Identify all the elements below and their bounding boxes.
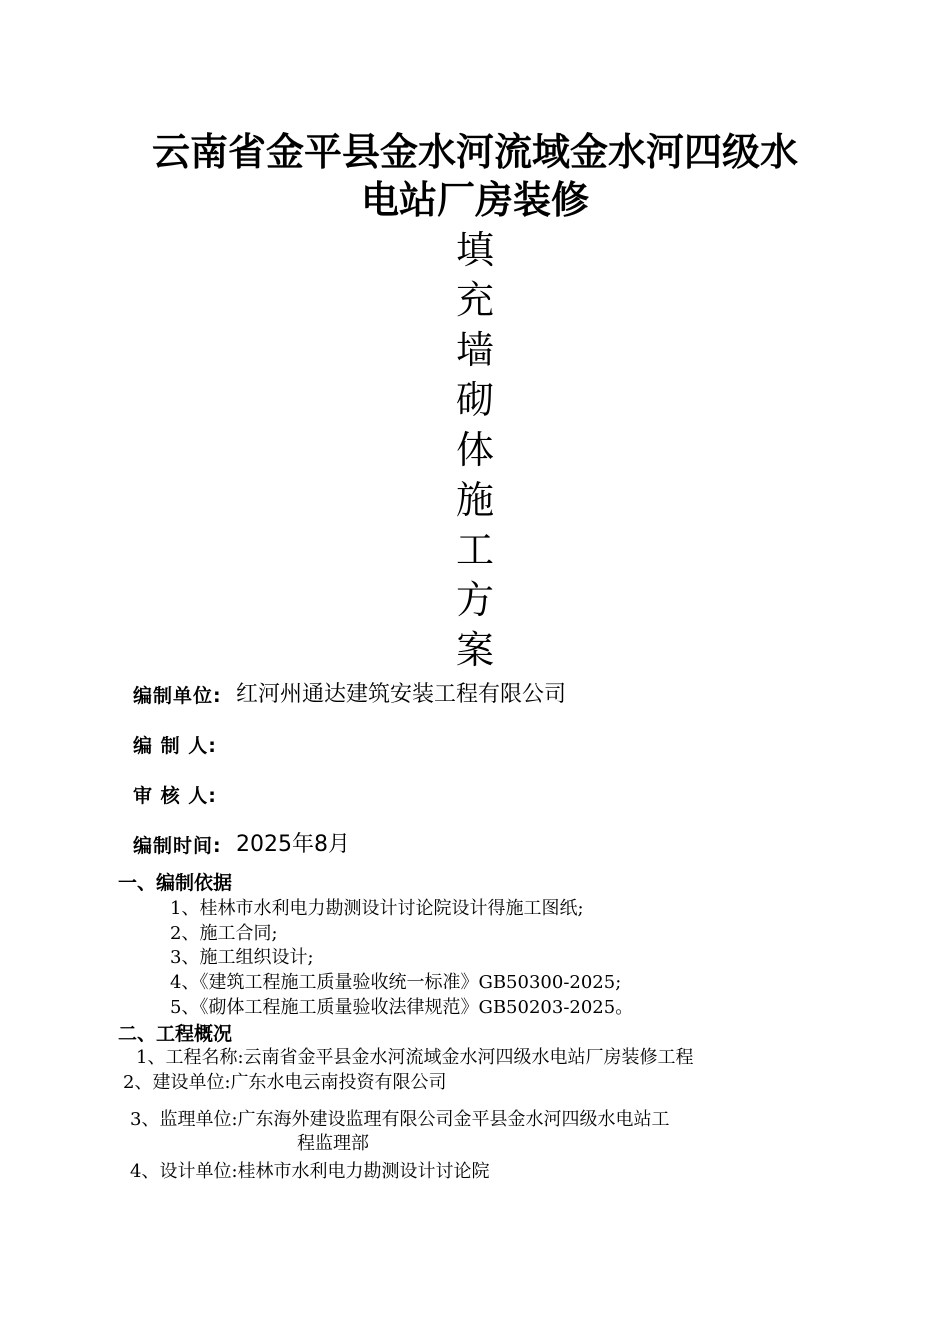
- list-item: 4、设计单位:桂林市水利电力勘测设计讨论院: [130, 1161, 490, 1182]
- vertical-title-char: 墙: [455, 328, 494, 372]
- document-title-line1: 云南省金平县金水河流域金水河四级水: [151, 130, 798, 174]
- reviewer-label: 审 核 人:: [133, 785, 217, 807]
- vertical-title-char: 填: [455, 228, 494, 272]
- vertical-title-char: 案: [455, 628, 494, 672]
- vertical-title-char: 体: [455, 428, 494, 472]
- document-title-line2: 电站厂房装修: [360, 178, 589, 222]
- vertical-title-char: 砌: [455, 378, 494, 422]
- time-value: 2025年8月: [236, 832, 350, 857]
- list-item-continuation: 程监理部: [297, 1133, 369, 1154]
- list-item: 4、《建筑工程施工质量验收统一标准》GB50300-2025;: [170, 972, 622, 993]
- unit-value: 红河州通达建筑安装工程有限公司: [236, 682, 567, 707]
- list-item: 1、工程名称:云南省金平县金水河流域金水河四级水电站厂房装修工程: [136, 1047, 694, 1068]
- section-heading-basis: 一、编制依据: [118, 872, 233, 894]
- list-item: 2、建设单位:广东水电云南投资有限公司: [123, 1072, 447, 1093]
- list-item: 5、《砌体工程施工质量验收法律规范》GB50203-2025。: [170, 997, 634, 1018]
- list-item: 2、施工合同;: [170, 923, 278, 944]
- unit-label: 编制单位:: [133, 685, 222, 707]
- list-item: 3、施工组织设计;: [170, 947, 314, 968]
- vertical-title-char: 工: [455, 528, 494, 572]
- section-heading-overview: 二、工程概况: [118, 1023, 233, 1045]
- time-label: 编制时间:: [133, 835, 222, 857]
- author-label: 编 制 人:: [133, 735, 217, 757]
- list-item: 3、监理单位:广东海外建设监理有限公司金平县金水河四级水电站工: [130, 1109, 670, 1130]
- vertical-title-char: 施: [455, 478, 494, 522]
- list-item: 1、桂林市水利电力勘测设计讨论院设计得施工图纸;: [170, 898, 584, 919]
- vertical-title-char: 方: [455, 578, 494, 622]
- vertical-title-char: 充: [455, 278, 494, 322]
